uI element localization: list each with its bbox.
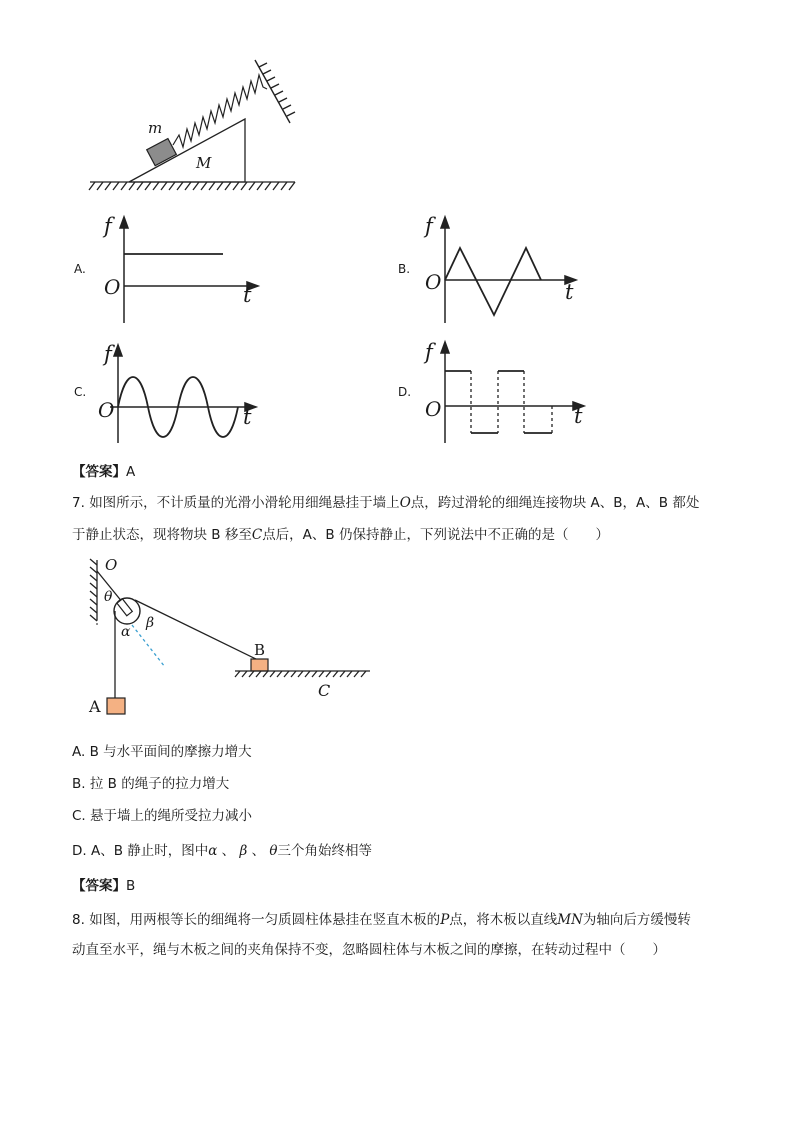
- answer-tag: 【答案】: [72, 878, 126, 894]
- ground: [89, 182, 295, 190]
- q7-option-c: C. 悬于墙上的绳所受拉力减小: [72, 808, 253, 824]
- bisector-dashed: [132, 625, 165, 667]
- graph-c-t-label: t: [243, 405, 252, 429]
- option-c-letter: C.: [74, 385, 87, 399]
- fig-beta-label: β: [146, 615, 155, 631]
- block-A: [107, 698, 125, 714]
- question-number: 8.: [72, 912, 85, 928]
- spring: [173, 75, 267, 147]
- inclined-wall: [255, 60, 295, 123]
- q8-stem-line1: 8. 如图，用两根等长的细绳将一匀质圆柱体悬挂在竖直木板的P点，将木板以直线MN为轴向后方缓慢转: [72, 912, 691, 928]
- q7-answer: [72, 876, 135, 896]
- graph-a-f-label: f: [104, 214, 112, 238]
- graph-b-f-label: f: [425, 214, 433, 238]
- graph-d-O-label: O: [425, 397, 442, 421]
- option-d-letter: D.: [398, 385, 412, 399]
- graph-d-f-label: f: [425, 340, 433, 364]
- q7-stem-line1: 7. 如图所示，不计质量的光滑小滑轮用细绳悬挂于墙上O点，跨过滑轮的细绳连接物块 A、B，A、B 都处: [72, 495, 700, 511]
- graph-a: [100, 215, 270, 330]
- floor: [235, 671, 370, 677]
- graph-d: [420, 340, 595, 448]
- wall: [90, 559, 97, 621]
- graph-d-t-label: t: [574, 404, 583, 428]
- fig-C-label: C: [318, 681, 331, 700]
- block-B: [251, 659, 268, 671]
- fig-theta-label: θ: [104, 589, 113, 605]
- graph-b-t-label: t: [565, 280, 574, 304]
- fig-O-label: O: [105, 556, 118, 574]
- q7-stem-line2: 于静止状态，现将物块 B 移至C点后，A、B 仍保持静止，下列说法中不正确的是（ ）: [72, 527, 609, 543]
- mass-m-label: m: [148, 119, 163, 137]
- q7-option-d: D. A、B 静止时，图中α 、 β 、 θ三个角始终相等: [72, 843, 373, 859]
- block-m: [147, 139, 177, 166]
- graph-c-O-label: O: [98, 398, 115, 422]
- graph-a-t-label: t: [243, 283, 252, 307]
- graph-b: [420, 215, 590, 330]
- fig-A-label: A: [89, 697, 101, 716]
- q8-stem-line2: 动直至水平，绳与木板之间的夹角保持不变，忽略圆柱体与木板之间的摩擦，在转动过程中（ ）: [72, 942, 666, 958]
- option-b-letter: B.: [398, 262, 411, 276]
- graph-c: [100, 343, 270, 448]
- pulley-figure: [85, 555, 385, 725]
- graph-b-curve: [445, 248, 541, 315]
- answer-value: B: [126, 878, 136, 894]
- q6-answer: [72, 462, 135, 482]
- answer-tag: 【答案】: [72, 464, 126, 480]
- q7-option-a: A. B 与水平面间的摩擦力增大: [72, 744, 252, 760]
- incline-spring-figure: [85, 55, 305, 195]
- fig-B-label: B: [254, 641, 266, 659]
- q7-option-b: B. 拉 B 的绳子的拉力增大: [72, 776, 230, 792]
- fig-alpha-label: α: [121, 624, 131, 640]
- graph-c-f-label: f: [104, 342, 112, 366]
- graph-a-O-label: O: [104, 275, 121, 299]
- answer-value: A: [126, 464, 136, 480]
- option-a-letter: A.: [74, 262, 86, 276]
- mass-M-label: M: [196, 154, 212, 172]
- graph-b-O-label: O: [425, 270, 442, 294]
- question-number: 7.: [72, 495, 85, 511]
